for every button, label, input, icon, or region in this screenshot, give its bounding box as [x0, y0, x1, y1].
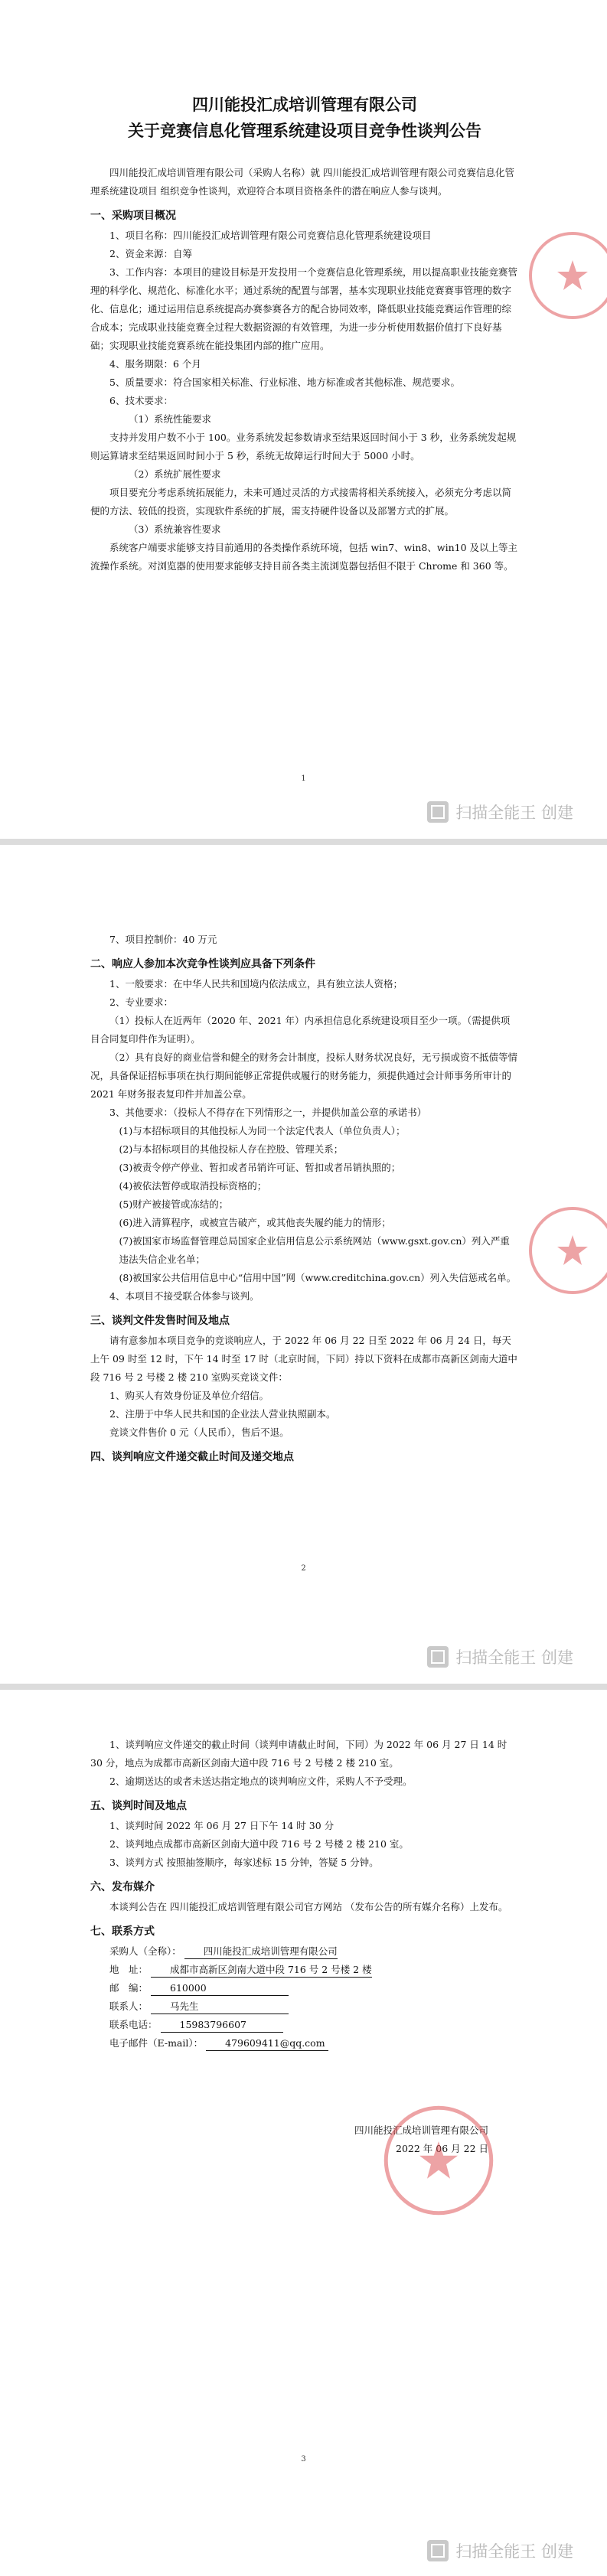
scanner-logo-icon [426, 801, 449, 823]
item-quality: 5、质量要求：符合国家相关标准、行业标准、地方标准或者其他标准、规范要求。 [109, 377, 460, 388]
negotiation-time: 1、谈判时间 2022 年 06 月 27 日下午 14 时 30 分 [109, 1820, 335, 1831]
sale-time-place: 请有意参加本项目竞争的竞谈响应人，于 2022 年 06 月 22 日至 2022 年 06 月 24 日，每天上午 09 时至 12 时，下午 14 时至 17 时（北京时间，下同）持以下资料在成都市高新区剑南大道中段 716 号 2 号楼 2 楼 210 室购买竞谈文件： [90, 1335, 517, 1383]
doc-title-company: 四川能投汇成培训管理有限公司 [192, 96, 417, 114]
section-2-heading: 二、响应人参加本次竞争性谈判应具备下列条件 [90, 958, 315, 970]
section-4-heading: 四、谈判响应文件递交截止时间及递交地点 [90, 1451, 294, 1463]
late-submission-text: 2、逾期送达的或者未送达指定地点的谈判响应文件，采购人不予受理。 [109, 1775, 413, 1787]
company-seal-icon [527, 230, 607, 321]
cond-other-2: (2)与本招标项目的其他投标人存在控股、管理关系； [119, 1143, 344, 1155]
scanner-logo-icon [426, 1645, 449, 1668]
contact-buyer: 采购人（全称）： 四川能投汇成培训管理有限公司 [90, 1942, 519, 1961]
cond-professional-1: （1）投标人在近两年（2020 年、2021 年）内承担信息化系统建设项目至少一项。（需提供项目合同复印件作为证明）。 [90, 1015, 511, 1045]
cond-other-4: (4)被依法暂停或取消投标资格的； [119, 1180, 267, 1192]
scanner-watermark [426, 2539, 573, 2562]
watermark-text: 扫描全能王 创建 [455, 1648, 573, 1667]
sale-req-2: 2、注册于中华人民共和国的企业法人营业执照副本。 [109, 1408, 336, 1420]
email-value: 479609411@qq.com [206, 2036, 328, 2051]
section-7-heading: 七、联系方式 [90, 1925, 155, 1938]
negotiation-method: 3、谈判方式 按照抽签顺序，每家述标 15 分钟，答疑 5 分钟。 [109, 1857, 379, 1868]
watermark-text: 扫描全能王 创建 [455, 2542, 573, 2561]
cond-general: 1、一般要求：在中华人民共和国境内依法成立，具有独立法人资格； [109, 978, 403, 990]
cond-other-6: (6)进入清算程序，或被宣告破产，或其他丧失履约能力的情形； [119, 1217, 391, 1228]
deadline-text: 1、谈判响应文件递交的截止时间（谈判申请截止时间，下同）为 2022 年 06 月 27 日 14 时 30 分，地点为成都市高新区剑南大道中段 716 号 2 号楼 2 楼 210 室。 [90, 1739, 507, 1769]
sale-req-1: 1、购买人有效身份证及单位介绍信。 [109, 1390, 269, 1401]
item-service-period: 4、服务期限：6 个月 [109, 358, 201, 370]
person-value: 马先生 [151, 2000, 289, 2014]
item-project-name: 1、项目名称：四川能投汇成培训管理有限公司竞赛信息化管理系统建设项目 [109, 230, 432, 241]
signature-org: 四川能投汇成培训管理有限公司 [354, 2124, 488, 2136]
contact-email: 电子邮件（E-mail）： 479609411@qq.com [90, 2034, 519, 2053]
contact-person: 联系人： 马先生 [90, 1997, 519, 2016]
tech-compatibility-text: 系统客户端要求能够支持目前通用的各类操作系统环境，包括 win7、win8、win10 及以上等主流操作系统。对浏览器的使用要求能够支持目前各类主流浏览器包括但不限于 Chrome 和 360 等。 [90, 542, 518, 572]
address-value: 成都市高新区剑南大道中段 716 号 2 号楼 2 楼 [151, 1963, 372, 1978]
zip-value: 610000 [151, 1981, 289, 1996]
tech-compatibility-heading: （3）系统兼容性要求 [129, 523, 221, 535]
tech-performance-heading: （1）系统性能要求 [129, 413, 211, 425]
company-seal-icon [527, 1205, 607, 1296]
watermark-text: 扫描全能王 创建 [455, 804, 573, 822]
page-number: 1 [301, 774, 306, 783]
page-number: 2 [301, 1564, 306, 1573]
cond-professional-2: （2）具有良好的商业信誉和健全的财务会计制度，投标人财务状况良好，无亏损或资不抵债等情况，具备保证招标事项在执行期间能够正常提供或履行的财务能力，须提供通过会计师事务所审计的 2021 年财务报表复印件并加盖公章。 [90, 1052, 517, 1100]
tech-extensibility-heading: （2）系统扩展性要求 [129, 468, 221, 480]
cond-other: 3、其他要求：（投标人不得存在下列情形之一，并提供加盖公章的承诺书） [109, 1107, 427, 1118]
page-3 [0, 1690, 607, 2576]
section-5-heading: 五、谈判时间及地点 [90, 1800, 187, 1812]
scanner-watermark [426, 801, 573, 823]
item-control-price: 7、项目控制价：40 万元 [109, 934, 217, 945]
intro-paragraph: 四川能投汇成培训管理有限公司（采购人名称）就 四川能投汇成培训管理有限公司竞赛信息化管理系统建设项目 组织竞争性谈判，欢迎符合本项目资格条件的潜在响应人参与谈判。 [90, 167, 514, 197]
contact-phone: 联系电话： 15983796607 [90, 2016, 519, 2034]
cond-other-3: (3)被责令停产停业、暂扣或者吊销许可证、暂扣或者吊销执照的； [119, 1162, 401, 1173]
item-tech-requirements: 6、技术要求： [109, 395, 173, 406]
page-1 [0, 0, 607, 839]
tech-performance-text: 支持并发用户数不小于 100。业务系统发起参数请求至结果返回时间小于 3 秒，业务系统发起规则运算请求至结果返回时间小于 5 秒，系统无故障运行时间大于 5000 小时。 [90, 432, 517, 461]
company-seal-icon [381, 2103, 496, 2218]
tech-extensibility-text: 项目要充分考虑系统拓展能力，未来可通过灵活的方式接需将相关系统接入，必须充分考虑以简便的方法、较低的投资，实现软件系统的扩展，需支持硬件设备以及部署方式的扩展。 [90, 487, 512, 517]
section-1-heading: 一、采购项目概况 [90, 210, 176, 222]
section-6-heading: 六、发布媒介 [90, 1881, 155, 1893]
cond-professional: 2、专业要求： [109, 996, 173, 1008]
cond-other-1: (1)与本招标项目的其他投标人为同一个法定代表人（单位负责人）； [119, 1125, 406, 1136]
cond-other-8: (8)被国家公共信用信息中心“信用中国”网（www.creditchina.gov.cn）列入失信惩戒名单。 [119, 1272, 517, 1283]
cond-other-5: (5)财产被接管或冻结的； [119, 1198, 229, 1210]
scanner-watermark [426, 1645, 573, 1668]
buyer-name: 四川能投汇成培训管理有限公司 [184, 1945, 338, 1959]
contact-address: 地 址： 成都市高新区剑南大道中段 716 号 2 号楼 2 楼 [90, 1961, 519, 1979]
negotiation-place: 2、谈判地点成都市高新区剑南大道中段 716 号 2 号楼 2 楼 210 室。 [109, 1838, 409, 1850]
page-2 [0, 845, 607, 1684]
phone-value: 15983796607 [161, 2018, 283, 2033]
contact-zip: 邮 编： 610000 [90, 1979, 519, 1997]
item-fund-source: 2、资金来源：自筹 [109, 248, 192, 259]
scanner-logo-icon [426, 2539, 449, 2562]
item-work-content: 3、工作内容：本项目的建设目标是开发投用一个竞赛信息化管理系统，用以提高职业技能竞赛管理的科学化、规范化、标准化水平；通过系统的配置与部署，基本实现职业技能竞赛赛事管理的数字化、信息化；通过运用信息系统提高办赛参赛各方的配合协同效率，降低职业技能竞赛运作管理的综合成本；完成职业技能竞赛全过程大数据资源的有效管理，为进一步分析使用数据价值打下良好基础；实现职业技能竞赛系统在能投集团内部的推广应用。 [90, 266, 517, 351]
cond-no-consortium: 4、本项目不接受联合体参与谈判。 [109, 1290, 259, 1302]
cond-other-7: (7)被国家市场监督管理总局国家企业信用信息公示系统网站（www.gsxt.gov.cn）列入严重违法失信企业名单； [119, 1235, 510, 1265]
page-number: 3 [301, 2455, 306, 2464]
section-3-heading: 三、谈判文件发售时间及地点 [90, 1315, 230, 1327]
doc-title-announcement: 关于竞赛信息化管理系统建设项目竞争性谈判公告 [128, 122, 481, 140]
sale-price: 竞谈文件售价 0 元（人民币），售后不退。 [109, 1427, 289, 1438]
signature-date: 2022 年 06 月 22 日 [396, 2143, 488, 2154]
media-text: 本谈判公告在 四川能投汇成培训管理有限公司官方网站 （发布公告的所有媒介名称）上发布。 [109, 1901, 508, 1912]
